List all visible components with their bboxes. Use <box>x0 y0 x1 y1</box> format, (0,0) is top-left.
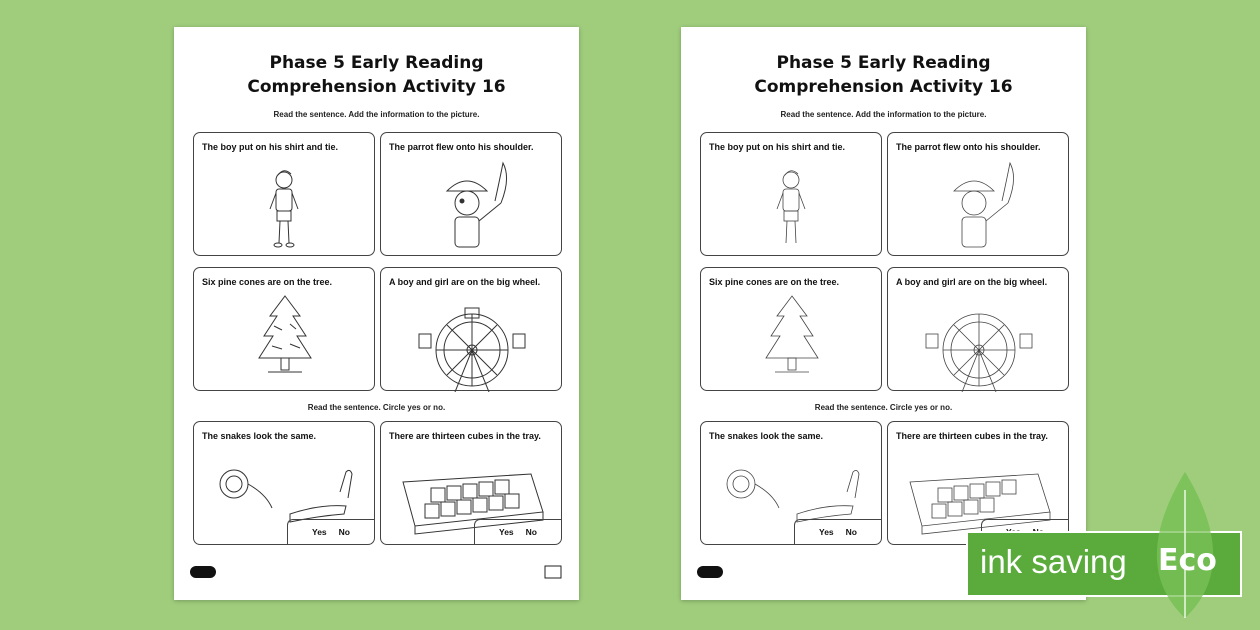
yes-option[interactable]: Yes <box>312 527 327 537</box>
card-tree <box>700 267 882 391</box>
card-tree <box>193 267 375 391</box>
no-option[interactable]: No <box>845 527 857 537</box>
card-caption: There are thirteen cubes in the tray. <box>896 431 1048 441</box>
card-caption: A boy and girl are on the big wheel. <box>896 277 1048 287</box>
card-caption: The parrot flew onto his shoulder. <box>389 142 534 152</box>
card-snakes <box>193 421 375 545</box>
yes-option[interactable]: Yes <box>819 527 834 537</box>
card-boy <box>700 132 882 256</box>
publisher-logo <box>697 566 723 578</box>
ferris-wheel-icon <box>381 268 563 392</box>
instruction-circle: Read the sentence. Circle yes or no. <box>814 403 953 412</box>
ink-saving-label: ink saving <box>980 543 1127 580</box>
card-pirate <box>887 132 1069 256</box>
card-cubes <box>380 421 562 545</box>
card-pirate <box>380 132 562 256</box>
instruction-add-info: Read the sentence. Add the information to the picture. <box>273 110 480 119</box>
yes-option[interactable]: Yes <box>499 527 514 537</box>
card-caption: The boy put on his shirt and tie. <box>709 142 846 152</box>
card-caption: The parrot flew onto his shoulder. <box>896 142 1041 152</box>
title-line-2: Comprehension Activity 16 <box>247 77 506 97</box>
card-cubes <box>887 421 1069 545</box>
card-caption: The snakes look the same. <box>709 431 824 441</box>
pirate-icon <box>381 133 563 257</box>
no-option[interactable]: No <box>338 527 350 537</box>
title-line-2: Comprehension Activity 16 <box>754 77 1013 97</box>
badge-icon <box>543 564 563 580</box>
card-caption: There are thirteen cubes in the tray. <box>389 431 541 441</box>
card-snakes <box>700 421 882 545</box>
boy-icon <box>194 133 376 257</box>
tree-icon <box>194 268 376 392</box>
card-caption: The boy put on his shirt and tie. <box>202 142 339 152</box>
card-ferris-wheel <box>380 267 562 391</box>
card-caption: Six pine cones are on the tree. <box>709 277 840 287</box>
card-boy <box>193 132 375 256</box>
title-line-1: Phase 5 Early Reading <box>269 53 484 73</box>
instruction-add-info: Read the sentence. Add the information to the picture. <box>780 110 987 119</box>
publisher-logo <box>190 566 216 578</box>
card-ferris-wheel <box>887 267 1069 391</box>
worksheet-title <box>174 51 579 99</box>
tree-icon <box>701 268 883 392</box>
worksheet-preview-standard <box>174 27 579 600</box>
card-caption: The snakes look the same. <box>202 431 317 441</box>
card-caption: Six pine cones are on the tree. <box>202 277 333 287</box>
eco-label: Eco <box>1158 543 1217 578</box>
ferris-wheel-icon <box>888 268 1070 392</box>
title-line-1: Phase 5 Early Reading <box>776 53 991 73</box>
yes-no-box <box>287 519 374 544</box>
no-option[interactable]: No <box>525 527 537 537</box>
worksheet-preview-ink-saving <box>681 27 1086 600</box>
card-caption: A boy and girl are on the big wheel. <box>389 277 541 287</box>
pirate-icon <box>888 133 1070 257</box>
yes-no-box <box>794 519 881 544</box>
worksheet-title <box>681 51 1086 99</box>
yes-no-box <box>474 519 561 544</box>
boy-icon <box>701 133 883 257</box>
instruction-circle: Read the sentence. Circle yes or no. <box>307 403 446 412</box>
